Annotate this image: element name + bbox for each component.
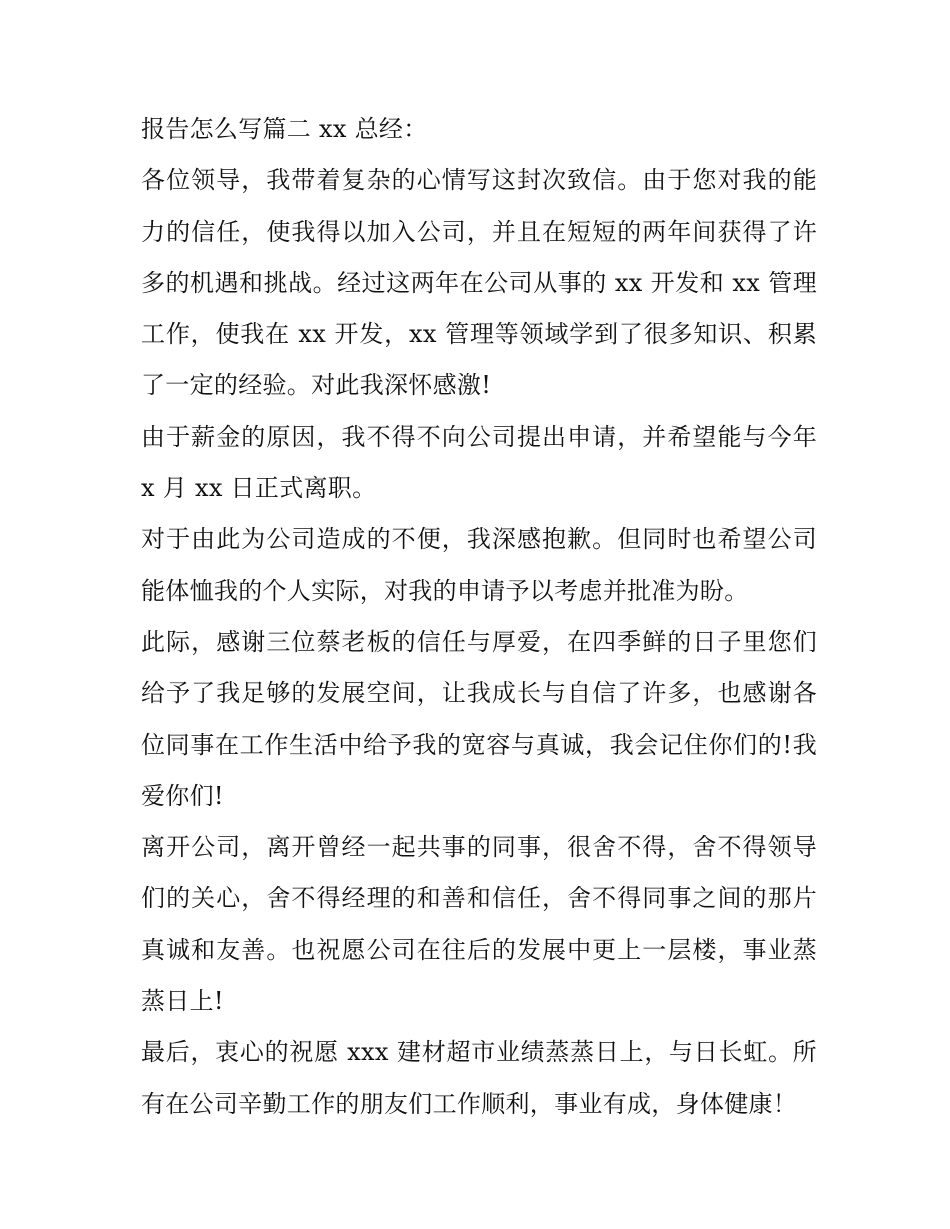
- document-body: [141, 104, 817, 1130]
- paragraph-thanks: 此际，感谢三位蔡老板的信任与厚爱，在四季鲜的日子里您们给予了我足够的发展空间，让我成长与自信了许多，也感谢各位同事在工作生活中给予我的宽容与真诚，我会记住你们的!我爱你们!: [141, 627, 817, 810]
- document-title: 报告怎么写篇二 xx 总经：: [141, 115, 428, 143]
- paragraph-intro: 各位领导，我带着复杂的心情写这封次致信。由于您对我的能力的信任，使我得以加入公司，并且在短短的两年间获得了许多的机遇和挑战。经过这两年在公司从事的 xx 开发和 xx 管理工作，使我在 xx 开发，xx 管理等领域学到了很多知识、积累了一定的经验。对此我深怀感激!: [141, 166, 817, 400]
- paragraph-closing: 最后，衷心的祝愿 xxx 建材超市业绩蒸蒸日上，与日长虹。所有在公司辛勤工作的朋友们工作顺利，事业有成，身体健康！: [141, 1038, 817, 1118]
- paragraph-reason: 由于薪金的原因，我不得不向公司提出申请，并希望能与今年 x 月 xx 日正式离职。: [141, 422, 817, 503]
- paragraph-apology: 对于由此为公司造成的不便，我深感抱歉。但同时也希望公司能体恤我的个人实际，对我的申请予以考虑并批准为盼。: [141, 525, 817, 605]
- paragraph-farewell: 离开公司，离开曾经一起共事的同事，很舍不得，舍不得领导们的关心，舍不得经理的和善和信任，舍不得同事之间的那片真诚和友善。也祝愿公司在往后的发展中更上一层楼，事业蒸蒸日上!: [141, 833, 817, 1016]
